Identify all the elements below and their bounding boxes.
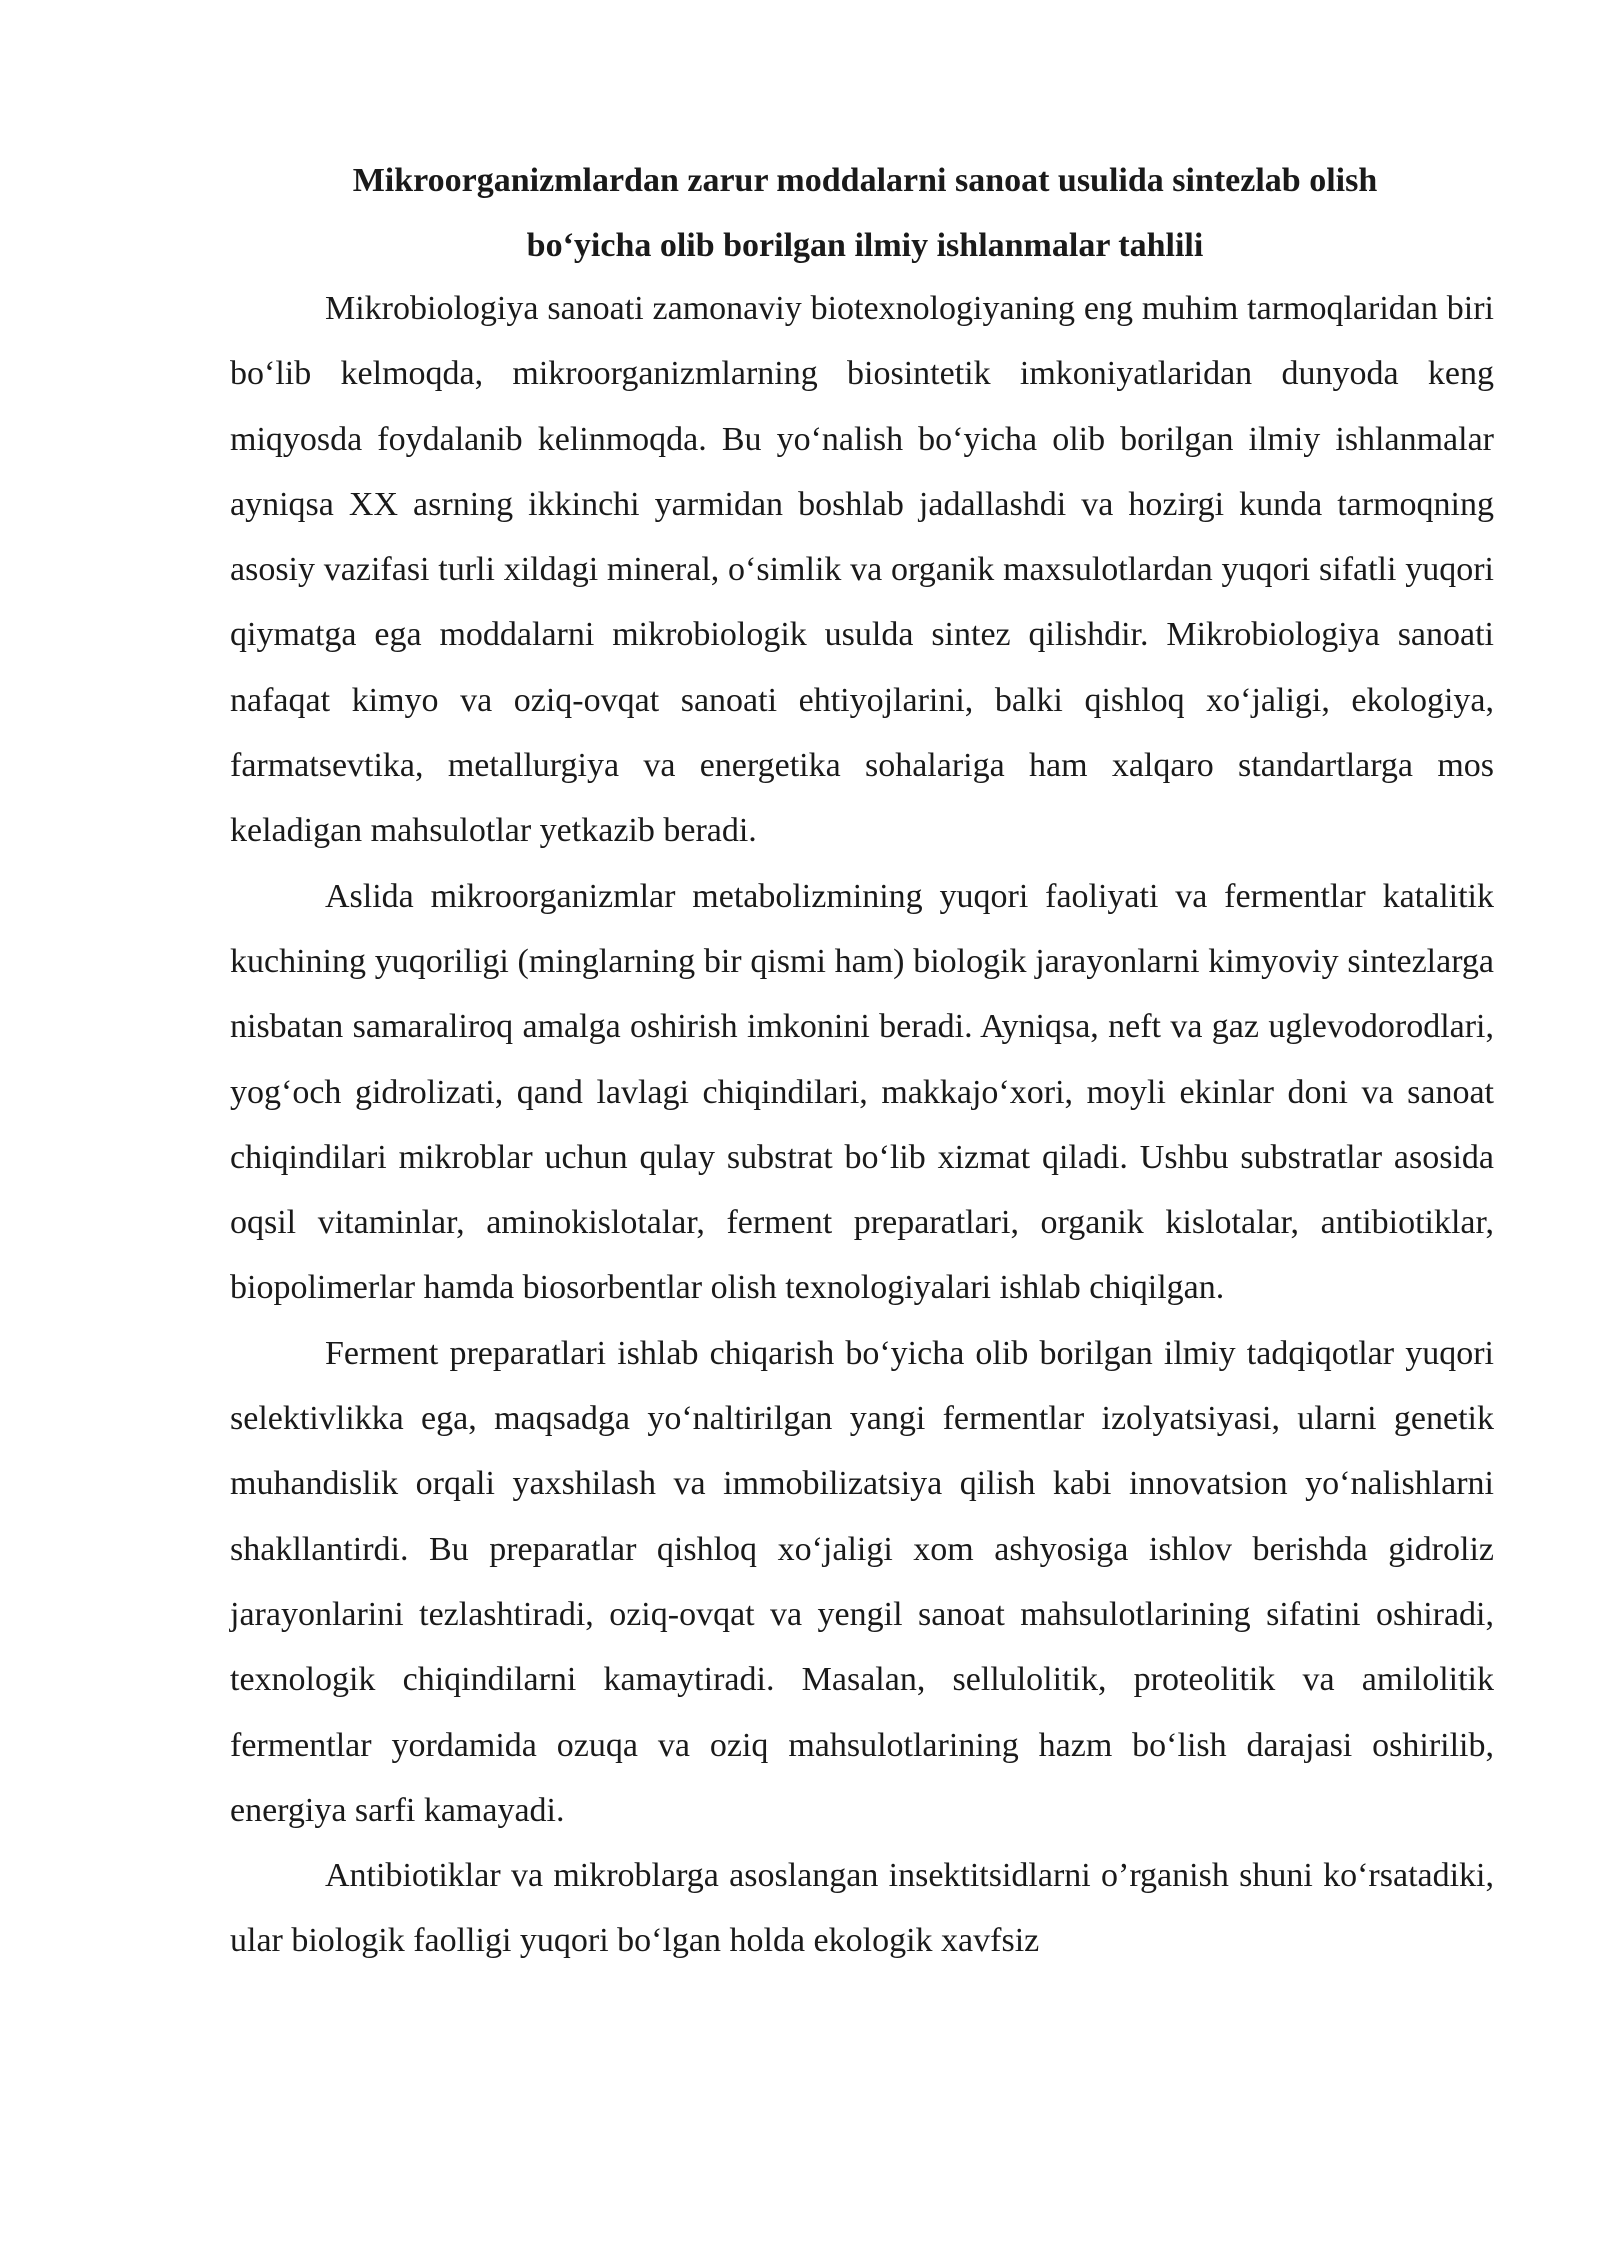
document-title-line-1: Mikroorganizmlardan zarur moddalarni sanoat usulida sintezlab olish <box>352 162 1378 199</box>
document-title <box>230 148 1500 278</box>
document-body <box>230 276 1494 1974</box>
paragraph-1: Mikrobiologiya sanoati zamonaviy biotexnologiyaning eng muhim tarmoqlaridan biri bo‘lib kelmoqda, mikroorganizmlarning biosintetik imkoniyatlaridan dunyoda keng miqyosda foydalanib kelinmoqda. Bu yo‘nalish bo‘yicha olib borilgan ilmiy ishlanmalar ayniqsa XX asrning ikkinchi yarmidan boshlab jadallashdi va hozirgi kunda tarmoqning asosiy vazifasi turli xildagi mineral, o‘simlik va organik maxsulotlardan yuqori sifatli yuqori qiymatga ega moddalarni mikrobiologik usulda sintez qilishdir. Mikrobiologiya sanoati nafaqat kimyo va oziq-ovqat sanoati ehtiyojlarini, balki qishloq xo‘jaligi, ekologiya, farmatsevtika, metallurgiya va energetika sohalariga ham xalqaro standartlarga mos keladigan mahsulotlar yetkazib beradi. <box>230 290 1494 850</box>
paragraph-2: Aslida mikroorganizmlar metabolizmining yuqori faoliyati va fermentlar katalitik kuchining yuqoriligi (minglarning bir qismi ham) biologik jarayonlarni kimyoviy sintezlarga nisbatan samaraliroq amalga oshirish imkonini beradi. Ayniqsa, neft va gaz uglevodorodlari, yog‘och gidrolizati, qand lavlagi chiqindilari, makkajo‘xori, moyli ekinlar doni va sanoat chiqindilari mikroblar uchun qulay substrat bo‘lib xizmat qiladi. Ushbu substratlar asosida oqsil vitaminlar, aminokislotalar, ferment preparatlari, organik kislotalar, antibiotiklar, biopolimerlar hamda biosorbentlar olish texnologiyalari ishlab chiqilgan. <box>230 877 1494 1307</box>
paragraph-4: Antibiotiklar va mikroblarga asoslangan insektitsidlarni o’rganish shuni ko‘rsatadiki, ular biologik faolligi yuqori bo‘lgan holda ekologik xavfsiz <box>230 1857 1494 1960</box>
document-title-line-2: bo‘yicha olib borilgan ilmiy ishlanmalar tahlili <box>526 227 1204 264</box>
paragraph-3: Ferment preparatlari ishlab chiqarish bo‘yicha olib borilgan ilmiy tadqiqotlar yuqori selektivlikka ega, maqsadga yo‘naltirilgan yangi fermentlar izolyatsiyasi, ularni genetik muhandislik orqali yaxshilash va immobilizatsiya qilish kabi innovatsion yo‘nalishlarni shakllantirdi. Bu preparatlar qishloq xo‘jaligi xom ashyosiga ishlov berishda gidroliz jarayonlarini tezlashtiradi, oziq-ovqat va yengil sanoat mahsulotlarining sifatini oshiradi, texnologik chiqindilarni kamaytiradi. Masalan, sellulolitik, proteolitik va amilolitik fermentlar yordamida ozuqa va oziq mahsulotlarining hazm bo‘lish darajasi oshirilib, energiya sarfi kamayadi. <box>230 1334 1494 1829</box>
